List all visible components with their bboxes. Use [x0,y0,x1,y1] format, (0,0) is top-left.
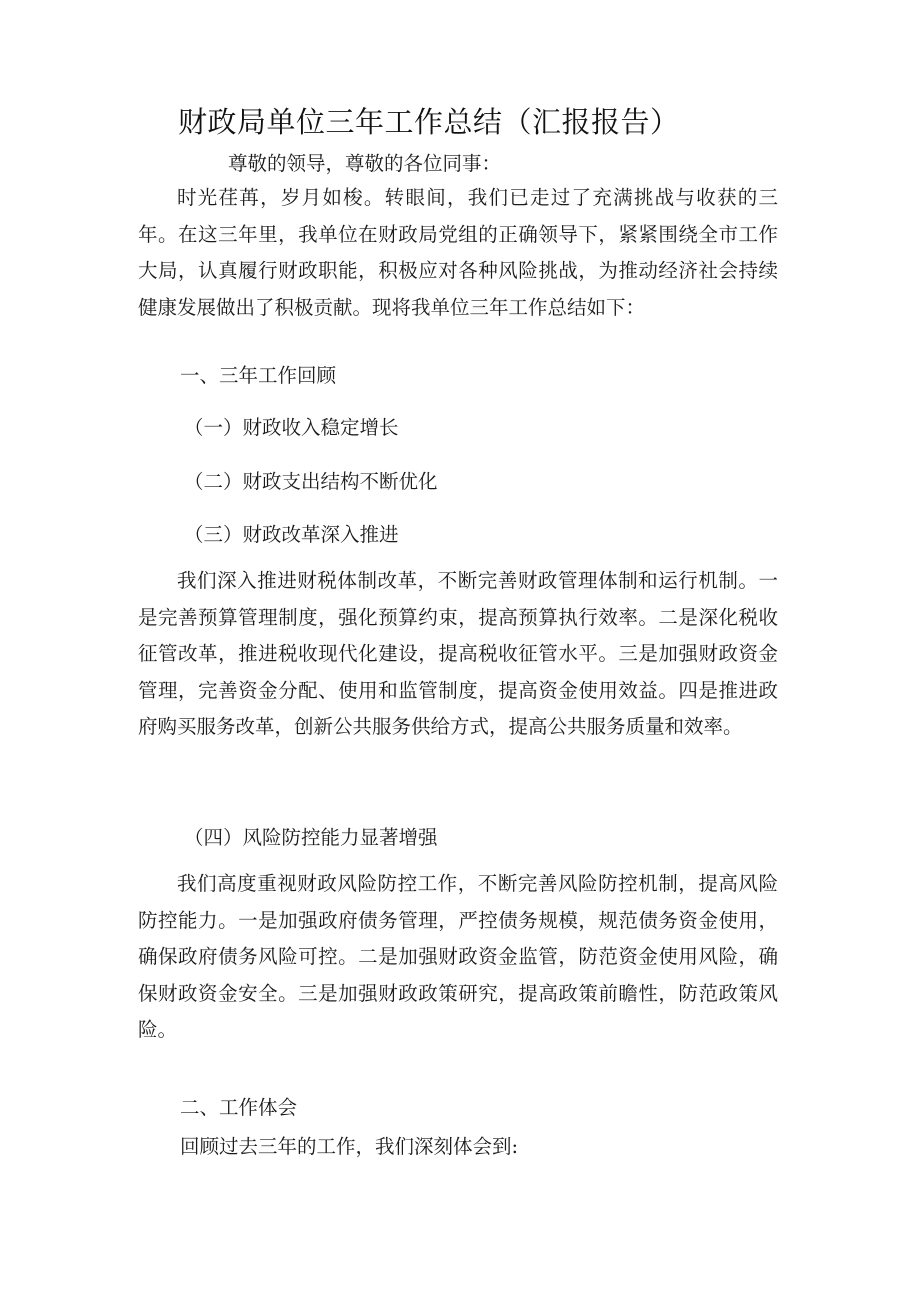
subheading-expenditure: （二）财政支出结构不断优化 [184,470,438,493]
intro-paragraph: 时光荏苒，岁月如梭。转眼间，我们已走过了充满挑战与收获的三年。在这三年里，我单位在财政局党组的正确领导下，紧紧围绕全市工作大局，认真履行财政职能，积极应对各种风险挑战，为推动经济社会持续健康发展做出了积极贡献。现将我单位三年工作总结如下： [138,186,778,319]
subheading-reform: （三）财政改革深入推进 [184,523,399,546]
experience-lead-line: 回顾过去三年的工作，我们深刻体会到: [180,1135,519,1158]
subheading-risk-control: （四）风险防控能力显著增强 [184,826,438,849]
document-title: 财政局单位三年工作总结（汇报报告） [178,105,680,139]
reform-paragraph: 我们深入推进财税体制改革，不断完善财政管理体制和运行机制。一是完善预算管理制度，强化预算约束，提高预算执行效率。二是深化税收征管改革，推进税收现代化建设，提高税收征管水平。三是加强财政资金管理，完善资金分配、使用和监管制度，提高资金使用效益。四是推进政府购买服务改革，创新公共服务供给方式，提高公共服务质量和效率。 [138,569,778,738]
greeting-line: 尊敬的领导，尊敬的各位同事： [228,152,502,175]
section-heading-experience: 二、工作体会 [180,1096,298,1119]
subheading-revenue: （一）财政收入稳定增长 [184,416,399,439]
risk-control-paragraph: 我们高度重视财政风险防控工作，不断完善风险防控机制，提高风险防控能力。一是加强政府债务管理，严控债务规模，规范债务资金使用，确保政府债务风险可控。二是加强财政资金监管，防范资金使用风险，确保财政资金安全。三是加强财政政策研究，提高政策前瞻性，防范政策风险。 [138,872,778,1041]
section-heading-review: 一、三年工作回顾 [180,364,337,387]
